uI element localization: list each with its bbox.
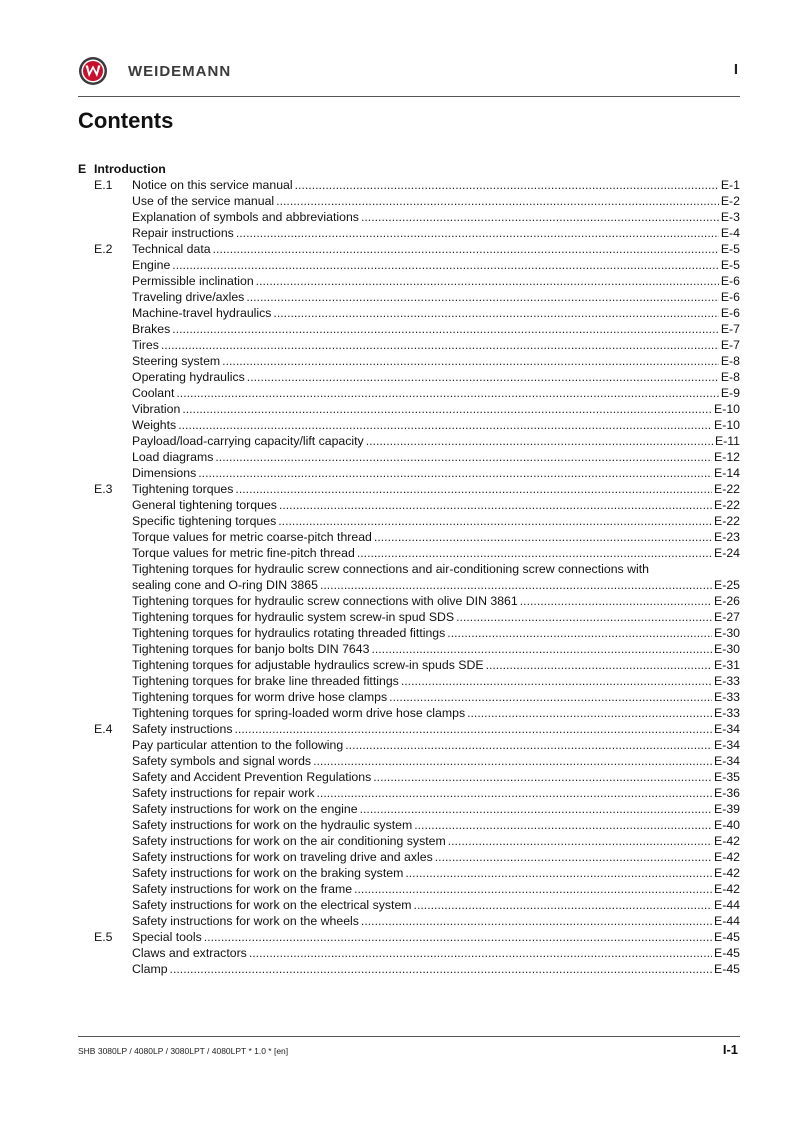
toc-entry-title: Repair instructions [132,226,234,240]
toc-entry[interactable] [78,305,740,321]
chapter-number: I [733,61,738,78]
toc-entry-title: Special tools [132,930,202,944]
toc-entry-title: Tightening torques for hydraulic system screw-in spud SDS [132,610,455,624]
toc-chapter-entry[interactable] [78,177,740,193]
toc-entry[interactable] [78,193,740,209]
dot-leader [172,321,719,337]
toc-entry-title: Dimensions [132,466,197,480]
toc-entry-page: E-22 [714,482,740,496]
toc-entry[interactable] [78,353,740,369]
toc-entry-page: E-27 [714,610,740,624]
footer-divider [78,1036,740,1037]
toc-entry-page: E-22 [714,498,740,512]
dot-leader [204,929,712,945]
dot-leader [249,945,712,961]
dot-leader [486,657,712,673]
dot-leader [316,785,712,801]
toc-entry-page: E-11 [714,434,740,448]
dot-leader [279,497,712,513]
toc-entry[interactable] [78,705,740,721]
dot-leader [448,833,712,849]
toc-entry-page: E-33 [714,674,740,688]
toc-entry-page: E-22 [714,514,740,528]
dot-leader [467,705,712,721]
dot-leader [295,177,719,193]
dot-leader [213,241,719,257]
toc-entry-page: E-30 [714,626,740,640]
dot-leader [389,689,712,705]
toc-entry-title: Claws and extractors [132,946,247,960]
toc-entry[interactable] [78,289,740,305]
toc-entry-title: Safety instructions for work on the frame [132,882,353,896]
dot-leader [161,337,719,353]
toc-entry[interactable] [78,369,740,385]
dot-leader [182,401,712,417]
toc-entry-page: E-44 [714,914,740,928]
toc-entry[interactable] [78,465,740,481]
toc-entry-title: Brakes [132,322,171,336]
toc-entry-title: Explanation of symbols and abbreviations [132,210,359,224]
dot-leader [278,513,712,529]
dot-leader [256,273,719,289]
dot-leader [172,257,719,273]
toc-section-heading[interactable] [78,161,740,177]
toc-entry-page: E-33 [714,706,740,720]
toc-entry[interactable] [78,257,740,273]
toc-entry[interactable] [78,881,740,897]
dot-leader [354,881,712,897]
toc-entry-title: Tightening torques [132,482,234,496]
toc-entry[interactable] [78,273,740,289]
toc-entry-page: E-42 [714,834,740,848]
toc-entry-page: E-7 [720,338,740,352]
toc-entry-page: E-34 [714,722,740,736]
toc-entry-page: E-9 [720,386,740,400]
dot-leader [435,849,712,865]
toc-entry-page: E-4 [720,226,740,240]
weidemann-logo-icon [78,56,108,86]
toc-entry-title: Tires [132,338,159,352]
dot-leader [414,817,712,833]
toc-entry-page: E-8 [720,370,740,384]
toc-entry-title: Engine [132,258,171,272]
toc-entry[interactable] [78,385,740,401]
toc-entry-page: E-24 [714,546,740,560]
toc-entry[interactable] [78,769,740,785]
toc-entry-title: Safety symbols and signal words [132,754,312,768]
toc-entry[interactable] [78,417,740,433]
toc-entry-page: E-42 [714,866,740,880]
toc-entry-title: Safety instructions for work on the air conditioning system [132,834,446,848]
toc-entry-page: E-36 [714,786,740,800]
toc-entry-title: Technical data [132,242,211,256]
toc-entry-title: Vibration [132,402,181,416]
toc-entry-title: Notice on this service manual [132,178,293,192]
toc-entry-wrap-line[interactable]: Tightening torques for hydraulic screw connections and air-conditioning screw connections with [132,562,649,576]
toc-entry[interactable] [78,865,740,881]
toc-entry[interactable] [78,657,740,673]
brand-name: WEIDEMANN [128,63,232,80]
toc-entry[interactable] [78,449,740,465]
toc-entry-page: E-40 [714,818,740,832]
toc-entry-number: E.1 [94,178,113,192]
toc-entry-title: Safety instructions for work on the braking system [132,866,404,880]
toc-entry-page: E-45 [714,962,740,976]
toc-entry-page: E-45 [714,946,740,960]
dot-leader [345,737,712,753]
dot-leader [373,769,712,785]
toc-entry[interactable] [78,209,740,225]
toc-entry-title: Machine-travel hydraulics [132,306,272,320]
dot-leader [405,865,712,881]
dot-leader [401,673,712,689]
toc-entry[interactable] [78,849,740,865]
dot-leader [361,913,712,929]
toc-entry-title: Tightening torques for hydraulics rotating threaded fittings [132,626,446,640]
toc-entry-page: E-12 [714,450,740,464]
toc-entry-page: E-31 [714,658,740,672]
toc-entry-page: E-26 [714,594,740,608]
toc-entry-page: E-6 [720,274,740,288]
toc-entry[interactable] [78,577,740,593]
toc-entry-page: E-5 [720,258,740,272]
header-divider [78,96,740,97]
toc-entry-page: E-8 [720,354,740,368]
toc-entry-title: Weights [132,418,177,432]
toc-entry-page: E-14 [714,466,740,480]
toc-entry-number: E.2 [94,242,113,256]
toc-entry-page: E-3 [720,210,740,224]
dot-leader [236,225,719,241]
toc-entry-page: E-5 [720,242,740,256]
dot-leader [222,353,719,369]
toc-entry[interactable] [78,641,740,657]
dot-leader [234,721,712,737]
toc-entry-page: E-30 [714,642,740,656]
toc-entry[interactable] [78,545,740,561]
toc-entry[interactable] [78,673,740,689]
toc-chapter-entry[interactable] [78,721,740,737]
page-title: Contents [78,108,174,133]
toc-entry-title: Safety and Accident Prevention Regulations [132,770,372,784]
toc-chapter-entry[interactable] [78,241,740,257]
toc-entry-page: E-35 [714,770,740,784]
toc-entry-title: Payload/load-carrying capacity/lift capacity [132,434,364,448]
dot-leader [178,417,712,433]
dot-leader [414,897,712,913]
toc-entry-page: E-42 [714,882,740,896]
toc-entry-title: Tightening torques for brake line threaded fittings [132,674,399,688]
toc-entry-page: E-10 [714,418,740,432]
toc-entry-title: Tightening torques for adjustable hydraulics screw-in spuds SDE [132,658,484,672]
toc-entry[interactable] [78,433,740,449]
toc-entry[interactable] [78,945,740,961]
toc-chapter-entry[interactable] [78,929,740,945]
toc-entry-title: Safety instructions for work on the hydraulic system [132,818,413,832]
toc-entry-title: Tightening torques for worm drive hose clamps [132,690,388,704]
toc-entry[interactable] [78,801,740,817]
toc-entry-title: Pay particular attention to the following [132,738,344,752]
toc-entry-page: E-25 [714,578,740,592]
toc-entry-page: E-34 [714,754,740,768]
dot-leader [176,385,718,401]
dot-leader [273,305,718,321]
toc-entry-title: Steering system [132,354,221,368]
toc-entry-title: Permissible inclination [132,274,254,288]
toc-entry[interactable] [78,737,740,753]
toc-entry-title: Tightening torques for hydraulic screw connections with olive DIN 3861 [132,594,518,608]
page-number: I-1 [722,1042,738,1057]
toc-entry-title: General tightening torques [132,498,277,512]
toc-entry-title: Torque values for metric coarse-pitch thread [132,530,372,544]
section-number: E [78,162,87,176]
toc-entry[interactable] [78,609,740,625]
toc-entry-title: Torque values for metric fine-pitch thread [132,546,355,560]
toc-entry[interactable] [78,337,740,353]
toc-entry[interactable] [78,833,740,849]
toc-entry-page: E-34 [714,738,740,752]
toc-entry-page: E-23 [714,530,740,544]
toc-entry[interactable] [78,625,740,641]
toc-entry-title: Safety instructions for work on traveling drive and axles [132,850,433,864]
dot-leader [360,801,712,817]
dot-leader [520,593,712,609]
toc-entry-title: Safety instructions for repair work [132,786,315,800]
toc-entry[interactable] [78,529,740,545]
toc-entry-page: E-7 [720,322,740,336]
toc-chapter-entry[interactable] [78,481,740,497]
dot-leader [371,641,712,657]
toc-entry-title: Safety instructions for work on the electrical system [132,898,412,912]
toc-entry-number: E.3 [94,482,113,496]
toc-entry[interactable] [78,321,740,337]
toc-entry-title: Operating hydraulics [132,370,245,384]
dot-leader [374,529,712,545]
toc-entry-page: E-45 [714,930,740,944]
toc-entry-page: E-39 [714,802,740,816]
dot-leader [447,625,712,641]
section-title: Introduction [94,162,166,176]
toc-entry-title: Safety instructions for work on the engine [132,802,358,816]
dot-leader [366,433,713,449]
toc-entry-page: E-6 [720,290,740,304]
toc-entry-page: E-6 [720,306,740,320]
toc-entry-page: E-44 [714,898,740,912]
dot-leader [198,465,712,481]
dot-leader [170,961,712,977]
dot-leader [320,577,712,593]
toc-entry-title: Use of the service manual [132,194,275,208]
toc-entry-page: E-10 [714,402,740,416]
dot-leader [361,209,719,225]
toc-entry[interactable] [78,593,740,609]
dot-leader [215,449,712,465]
toc-entry-title: sealing cone and O-ring DIN 3865 [132,578,318,592]
document-id: SHB 3080LP / 4080LP / 3080LPT / 4080LPT * 1.0 * [en] [78,1046,289,1056]
dot-leader [276,193,719,209]
toc-entry-page: E-1 [720,178,740,192]
dot-leader [456,609,712,625]
toc-entry-title: Traveling drive/axles [132,290,245,304]
dot-leader [357,545,712,561]
toc-entry-title: Safety instructions for work on the wheels [132,914,359,928]
toc-entry-page: E-42 [714,850,740,864]
toc-entry-title: Tightening torques for spring-loaded worm drive hose clamps [132,706,466,720]
toc-entry[interactable] [78,401,740,417]
toc-entry[interactable] [78,225,740,241]
page-header [78,56,740,86]
dot-leader [235,481,712,497]
toc-entry-number: E.5 [94,930,113,944]
toc-entry-title: Tightening torques for banjo bolts DIN 7643 [132,642,370,656]
toc-entry-number: E.4 [94,722,113,736]
dot-leader [247,369,719,385]
toc-entry[interactable] [78,913,740,929]
toc-entry[interactable] [78,689,740,705]
table-of-contents [78,161,740,977]
toc-entry[interactable] [78,897,740,913]
toc-entry-title: Specific tightening torques [132,514,277,528]
toc-entry-page: E-33 [714,690,740,704]
toc-entry[interactable] [78,513,740,529]
toc-entry[interactable] [78,497,740,513]
dot-leader [246,289,719,305]
toc-entry[interactable] [78,817,740,833]
toc-entry-page: E-2 [720,194,740,208]
dot-leader [313,753,712,769]
toc-entry-title: Safety instructions [132,722,233,736]
toc-entry[interactable] [78,785,740,801]
toc-entry[interactable] [78,753,740,769]
toc-entry[interactable] [78,961,740,977]
toc-entry-title: Coolant [132,386,175,400]
toc-entry-title: Load diagrams [132,450,214,464]
toc-entry-title: Clamp [132,962,168,976]
